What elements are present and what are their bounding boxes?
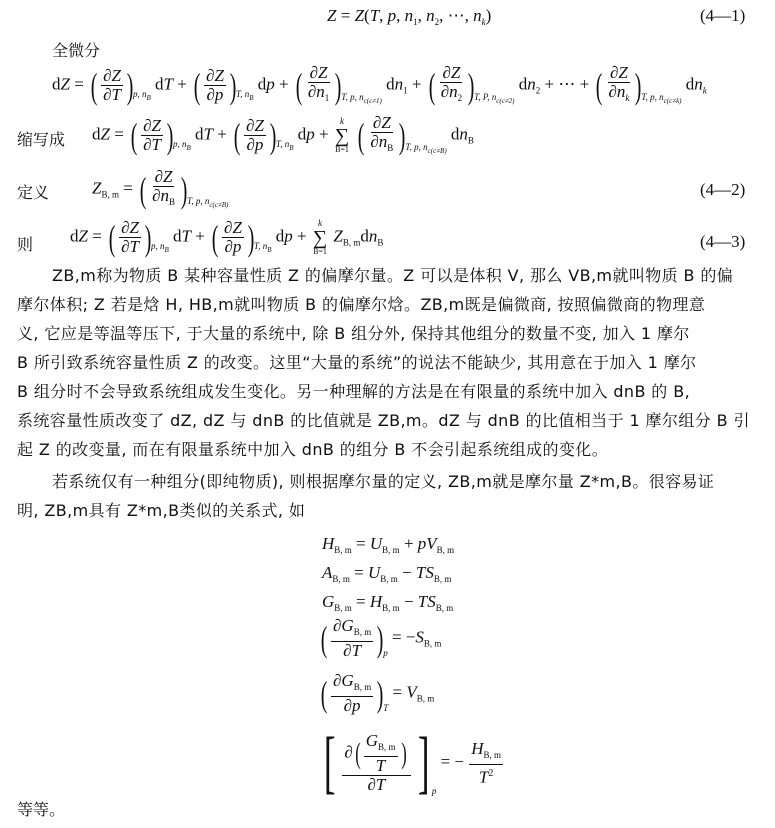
label-then: 则: [17, 235, 34, 254]
relation-dG-dT: ( $\frac{\partial G_{B, m}}{\partial T}$ ) p = $-S_{B, m}$: [320, 616, 442, 660]
text-line: 摩尔体积; Z 若是焓 H, HB,m就叫物质 B 的偏摩尔焓。ZB,m既是偏微商, 按照偏微商的物理意: [17, 295, 706, 314]
closing-text: 等等。: [17, 800, 66, 819]
text-line: B 所引致系统容量性质 Z 的改变。这里“大量的系统”的说法不能缺少, 其用意在于加入 1 摩尔: [17, 353, 697, 372]
equation-4-3: dZ = ( $\frac{\partial Z}{\partial T}$ ) p, $n_B$ dT + ( $\frac{\partial Z}{\partial p}$ ) T, $n_B$ dp + k ∑ B=1 $Z_{B, m}dn_B$: [70, 217, 384, 258]
relation-gibbs-helmholtz: [ ∂( $\frac{G_{B, m}}{T}$ ) ∂T ] p = − $\frac{H_{B, m}}{T^2}$: [323, 724, 502, 801]
eq-lhs: Z: [327, 6, 337, 25]
label-total-differential: 全微分: [52, 41, 101, 60]
text-line: B 组分时不会导致系统组成发生变化。另一种理解的方法是在有限量的系统中加入 dnB 的 B,: [17, 382, 691, 401]
relation-enthalpy: $H_{B, m} = U_{B, m} + pV_{B, m}$: [322, 534, 455, 555]
text-line: 起 Z 的改变量, 而在有限量系统中加入 dnB 的组分 B 不会引起系统组成的变化。: [17, 440, 609, 459]
text-line: 系统容量性质改变了 dZ, dZ 与 dnB 的比值就是 ZB,m。dZ 与 dnB 的比值相当于 1 摩尔组分 B 引: [17, 411, 750, 430]
text-line: 若系统仅有一种组分(即纯物质), 则根据摩尔量的定义, ZB,m就是摩尔量 Z*m,B。很容易证: [52, 472, 715, 491]
equation-number: (4—1): [700, 6, 746, 25]
equation-number: (4—2): [700, 180, 746, 199]
label-definition: 定义: [17, 183, 50, 202]
text-line: 明, ZB,m具有 Z*m,B类似的关系式, 如: [17, 501, 306, 520]
equation-4-2: $Z_{B, m}$ = ( $\frac{\partial Z}{\partial n_B}$ ) T, p, $n_{c(c\ne B)}$: [92, 167, 229, 210]
text-line: 义, 它应是等温等压下, 于大量的系统中, 除 B 组分外, 保持其他组分的数量不变, 加入 1 摩尔: [17, 324, 690, 343]
relation-helmholtz: $A_{B, m} = U_{B, m} - TS_{B, m}$: [322, 563, 452, 584]
equation-4-1: Z = Z(T, p, $n_1$, $n_2$, ⋯, $n_k$): [327, 6, 492, 27]
label-abbreviated: 缩写成: [17, 130, 66, 149]
text-line: ZB,m称为物质 B 某种容量性质 Z 的偏摩尔量。Z 可以是体积 V, 那么 VB,m就叫物质 B 的偏: [52, 266, 734, 285]
equation-total-differential: dZ = ( $\frac{\partial Z}{\partial T}$ ) p, $n_B$ dT + ( $\frac{\partial Z}{\partial p}$ ) T, $n_B$ dp + ( $\frac{\partial Z}{\partial n_1}$ ) T, p, $n_{c(c\ne 1)}$ $dn_1$ + ( $\frac{\partial Z}{\partial n_2}$ ) T, P, $n_{c(c\ne 2)}$ $dn_2$ + ⋯ + ( $\frac{\partial Z}{\partial n_k}$ ) T, p, $n_{c(c\ne k)}$ $dn_k$: [52, 63, 707, 106]
relation-dG-dp: ( $\frac{\partial G_{B, m}}{\partial p}$ ) T = $V_{B, m}$: [320, 671, 435, 715]
equation-number: (4—3): [700, 232, 746, 251]
equation-abbreviated: dZ = ( $\frac{\partial Z}{\partial T}$ ) p, $n_B$ dT + ( $\frac{\partial Z}{\partial p}$ ) T, $n_B$ dp + k ∑ B=1 ( $\frac{\partial Z}{\partial n_B}$ ) T, p, $n_{c(c\ne B)}$ $dn_B$: [92, 113, 474, 156]
relation-gibbs: $G_{B, m} = H_{B, m} - TS_{B, m}$: [322, 592, 454, 613]
